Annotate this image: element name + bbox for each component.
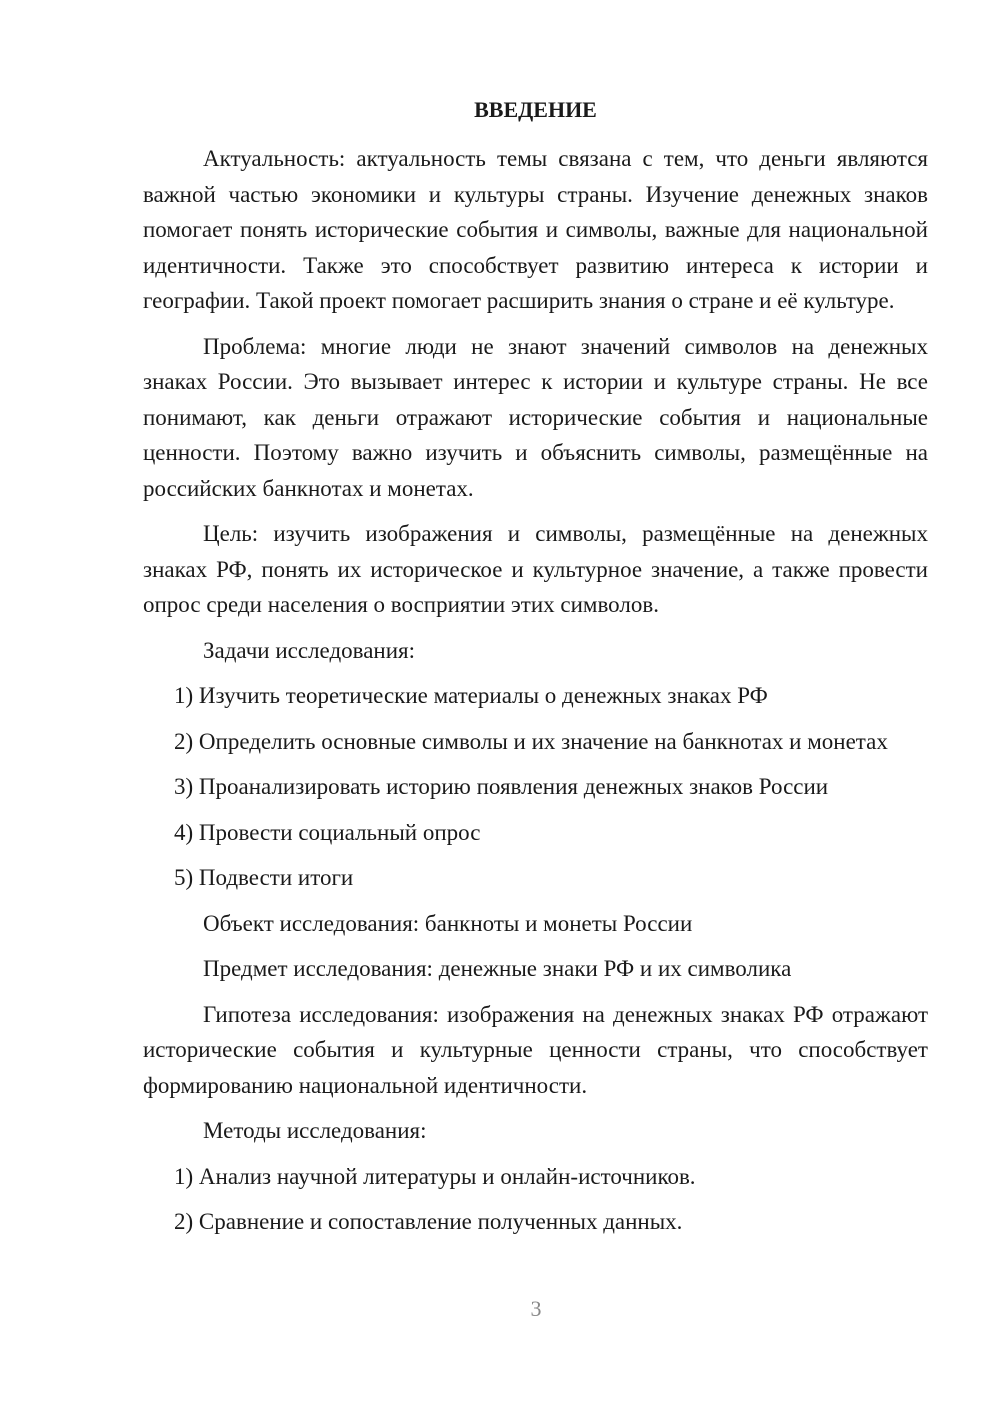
page-number: 3	[530, 1296, 542, 1321]
hypothesis-paragraph: Гипотеза исследования: изображения на денежных знаках РФ отражают исторические события и культурные ценности страны, что способствует формированию национальной идентичности.	[143, 1001, 928, 1098]
subject-line: Предмет исследования: денежные знаки РФ и их символика	[203, 956, 792, 981]
goal-paragraph: Цель: изучить изображения и символы, размещённые на денежных знаках РФ, понять их историческое и культурное значение, а также провести опрос среди населения о восприятии этих символов.	[143, 521, 928, 617]
methods-heading: Методы исследования:	[203, 1118, 427, 1143]
section-title: ВВЕДЕНИЕ	[474, 97, 597, 122]
problem-paragraph: Проблема: многие люди не знают значений символов на денежных знаках России. Это вызывает интерес к истории и культуре страны. Не все понимают, как деньги отражают исторические события и национальные ценности. Поэтому важно изучить и объяснить символы, размещённые на российских банкнотах и монетах.	[143, 333, 928, 501]
object-line: Объект исследования: банкноты и монеты России	[203, 910, 693, 936]
task-item: 5) Подвести итоги	[174, 865, 354, 890]
method-item: 2) Сравнение и сопоставление полученных данных.	[174, 1209, 683, 1234]
task-item: 3) Проанализировать историю появления денежных знаков России	[174, 774, 829, 799]
tasks-heading: Задачи исследования:	[203, 637, 416, 663]
task-item: 2) Определить основные символы и их значение на банкнотах и монетах	[174, 728, 888, 754]
document-page	[143, 92, 928, 1250]
task-item: 4) Провести социальный опрос	[174, 819, 481, 845]
task-item: 1) Изучить теоретические материалы о денежных знаках РФ	[174, 683, 768, 708]
relevance-paragraph: Актуальность: актуальность темы связана с тем, что деньги являются важной частью экономики и культуры страны. Изучение денежных знаков помогает понять исторические события и символы, важные для национальной идентичности. Также это способствует развитию интереса к истории и географии. Такой проект помогает расширить знания о стране и её культуре.	[143, 146, 928, 313]
method-item: 1) Анализ научной литературы и онлайн-источников.	[174, 1163, 696, 1189]
